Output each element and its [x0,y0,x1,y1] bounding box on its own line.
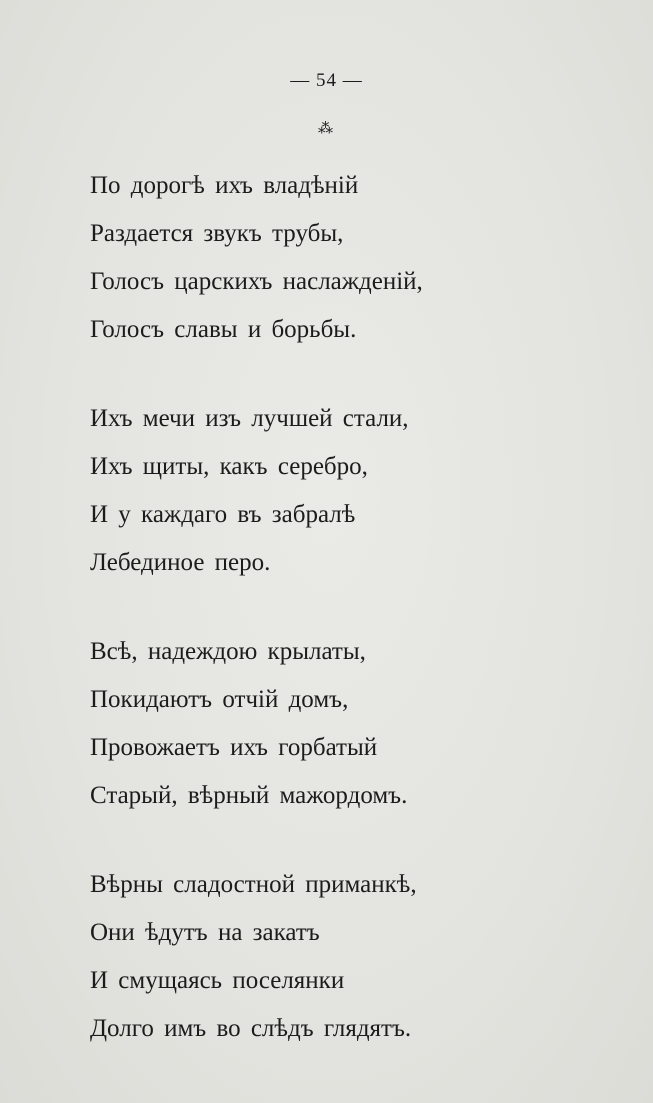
poem-line: Голосъ славы и борьбы. [90,316,357,343]
poem-line: Ихъ мечи изъ лучшей стали, [90,405,409,432]
poem-line: Раздается звукъ трубы, [90,220,344,247]
poem-line: По дорогѣ ихъ владѣній [90,172,359,199]
stanza-3 [90,634,610,826]
poem-line: И смущаясь поселянки [90,967,345,994]
poem-line: Они ѣдутъ на закатъ [90,919,320,946]
poem-line: Вѣрны сладостной приманкѣ, [90,871,417,898]
poem-line: Голосъ царскихъ наслажденій, [90,268,423,295]
poem-line: Долго имъ во слѣдъ глядятъ. [90,1015,412,1042]
poem-line: Провожаетъ ихъ горбатый [90,734,378,761]
stanza-4 [90,867,610,1059]
stanza-2 [90,401,610,593]
poem [90,168,610,1100]
asterism-ornament: ⁂ [318,121,335,137]
poem-line: Ихъ щиты, какъ серебро, [90,453,368,480]
poem-line: Всѣ, надеждою крылаты, [90,638,366,665]
page-number: — 54 — [290,70,363,91]
poem-line: И у каждаго въ забралѣ [90,501,356,528]
poem-line: Лебединое перо. [90,549,271,576]
poem-line: Покидаютъ отчій домъ, [90,686,349,713]
stanza-1 [90,168,610,360]
poem-line: Старый, вѣрный мажордомъ. [90,782,408,809]
